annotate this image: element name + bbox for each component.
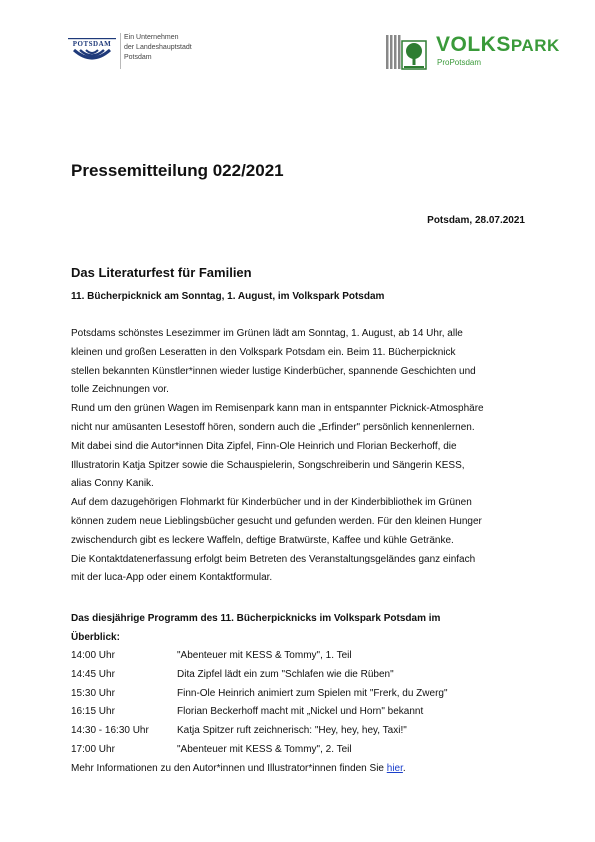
article-body <box>71 325 531 588</box>
body-line: Rund um den grünen Wagen im Remisenpark kann man in entspannter Picknick-Atmosphäre <box>71 403 484 415</box>
program-time: 17:00 Uhr <box>71 743 115 755</box>
more-info-end: . <box>402 763 406 774</box>
program-heading-line: Überblick: <box>71 631 120 643</box>
program-time: 14:30 - 16:30 Uhr <box>71 725 149 737</box>
document-date: Potsdam, 28.07.2021 <box>427 215 525 226</box>
program-description: Dita Zipfel lädt ein zum "Schlafen wie die Rüben" <box>177 668 394 680</box>
body-line: kleinen und großen Leseratten in den Volkspark Potsdam ein. Beim 11. Bücherpicknick <box>71 346 456 358</box>
company-line: Ein Unternehmen <box>124 34 179 41</box>
program-time: 15:30 Uhr <box>71 687 115 699</box>
program-description: Katja Spitzer ruft zeichnerisch: "Hey, hey, hey, Taxi!" <box>177 725 407 737</box>
volkspark-icon <box>386 33 428 71</box>
body-line: Die Kontaktdatenerfassung erfolgt beim Betreten des Veranstaltungsgeländes ganz einfach <box>71 553 476 565</box>
body-line: Mit dabei sind die Autor*innen Dita Zipfel, Finn-Ole Heinrich und Florian Beckerhoff, die <box>71 440 457 452</box>
company-affiliation <box>124 33 192 63</box>
potsdam-logo <box>66 36 118 66</box>
program-description: "Abenteuer mit KESS & Tommy", 1. Teil <box>177 650 352 661</box>
park-name-part2: PARK <box>510 36 560 55</box>
header-divider <box>120 33 121 69</box>
company-line: der Landeshauptstadt <box>124 44 192 51</box>
article-heading: Das Literaturfest für Familien <box>71 265 252 280</box>
program-time: 14:45 Uhr <box>71 668 115 680</box>
body-line: stellen bekannten Künstler*innen wieder lustige Kinderbücher, spannende Geschichten und <box>71 365 476 377</box>
park-name-part1: VOLKS <box>436 33 511 56</box>
document-title: Pressemitteilung 022/2021 <box>71 161 284 180</box>
program-time: 14:00 Uhr <box>71 650 115 661</box>
body-line: zwischendurch gibt es leckere Waffeln, deftige Bratwürste, Kaffee und kühle Getränke. <box>71 534 454 546</box>
body-line: mit der luca-App oder einem Kontaktformular. <box>71 572 273 584</box>
program-time: 16:15 Uhr <box>71 706 115 718</box>
body-line: nicht nur amüsanten Lesestoff hören, sondern auch die „Erfinder" persönlich kennenlernen. <box>71 421 475 433</box>
body-line: alias Conny Kanik. <box>71 478 154 490</box>
program-description: Finn-Ole Heinrich animiert zum Spielen mit "Frerk, du Zwerg" <box>177 687 448 699</box>
program-description: Florian Beckerhoff macht mit „Nickel und Horn" bekannt <box>177 706 424 718</box>
volkspark-wordmark <box>436 33 560 58</box>
more-info-link[interactable]: hier <box>386 763 403 774</box>
more-info-text: Mehr Informationen zu den Autor*innen und Illustrator*innen finden Sie <box>71 763 387 774</box>
body-line: Auf dem dazugehörigen Flohmarkt für Kinderbücher und in der Kinderbibliothek im Grünen <box>71 497 472 509</box>
body-line: Potsdams schönstes Lesezimmer im Grünen lädt am Sonntag, 1. August, ab 14 Uhr, alle <box>71 328 463 339</box>
program-heading-line: Das diesjährige Programm des 11. Bücherpicknicks im Volkspark Potsdam im <box>71 613 441 624</box>
park-subtitle: ProPotsdam <box>437 58 482 67</box>
body-line: tolle Zeichnungen vor. <box>71 384 169 396</box>
company-line: Potsdam <box>124 54 152 61</box>
program-heading <box>71 610 440 648</box>
more-info <box>71 760 406 779</box>
program-description: "Abenteuer mit KESS & Tommy", 2. Teil <box>177 743 352 755</box>
article-subheading: 11. Bücherpicknick am Sonntag, 1. August, im Volkspark Potsdam <box>71 291 385 302</box>
body-line: können zudem neue Lieblingsbücher gesucht und gefunden werden. Für den kleinen Hunger <box>71 515 482 527</box>
body-line: Illustratorin Katja Spitzer sowie die Schauspielerin, Songschreiberin und Sängerin KESS, <box>71 459 465 471</box>
potsdam-logo-text: POTSDAM <box>72 40 112 48</box>
